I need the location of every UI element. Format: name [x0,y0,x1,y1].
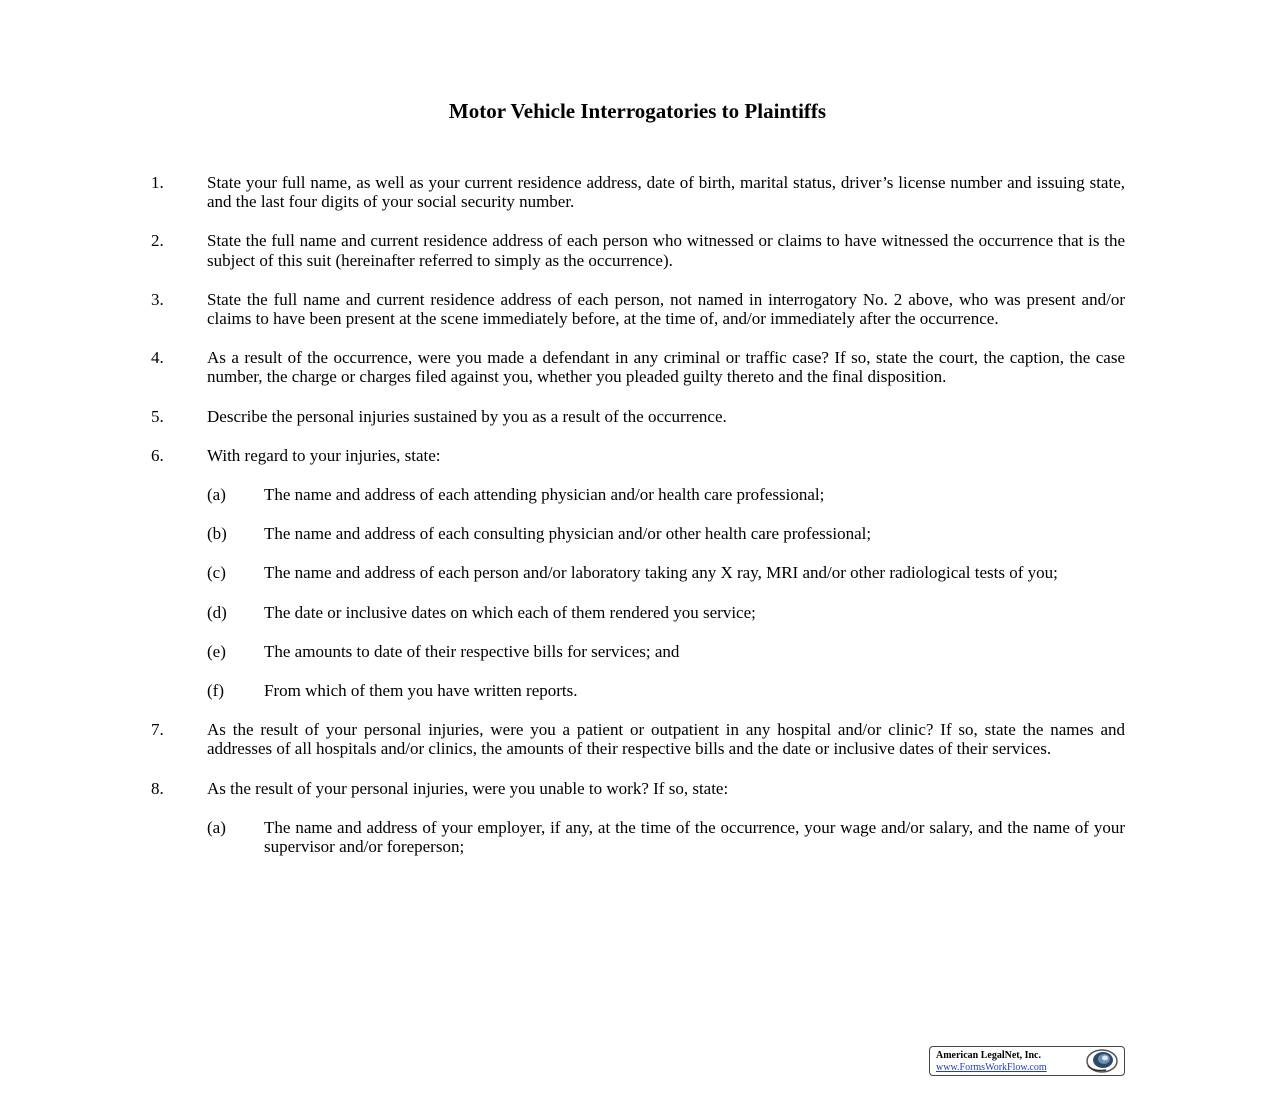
item-number: 4. [151,348,164,368]
sub-item-label: (e) [207,641,226,661]
sub-item-text: The name and address of each consulting physician and/or other health care professional; [264,524,872,544]
sub-item-text: The name and address of each attending physician and/or health care professional; [264,485,825,505]
footer-company: American LegalNet, Inc. [936,1050,1041,1061]
item-number: 8. [151,778,164,798]
document-title: Motor Vehicle Interrogatories to Plaintiffs [448,99,827,123]
sub-item-text: The name and address of each person and/or laboratory taking any X ray, MRI and/or other radiological tests of you; [264,563,1058,583]
interrogatory-item [0,407,1275,426]
sub-item-label: (c) [207,563,226,583]
sub-item-text: The amounts to date of their respective bills for services; and [264,641,680,661]
sub-item-text: The name and address of your employer, if any, at the time of the occurrence, your wage and/or salary, and the name of your supervisor and/or foreperson; [264,817,1125,857]
sub-item [0,563,1275,582]
sub-item-label: (d) [207,602,227,622]
item-number: 2. [151,231,164,251]
item-number: 7. [151,720,164,740]
sub-item-label: (b) [207,524,227,544]
interrogatory-item [0,779,1275,857]
interrogatory-item [0,290,1275,328]
item-text: State your full name, as well as your current residence address, date of birth, marital status, driver’s license number and issuing state, and the last four digits of your social security number. [207,173,1125,212]
item-text: State the full name and current residence address of each person who witnessed or claims to have witnessed the occurrence that is the subject of this suit (hereinafter referred to simply as the occurrence). [207,231,1125,270]
item-text: Describe the personal injuries sustained by you as a result of the occurrence. [207,406,727,426]
sub-item-label: (a) [207,817,226,837]
item-text: With regard to your injuries, state: [207,445,441,465]
sub-item [0,603,1275,622]
interrogatory-item [0,720,1275,758]
sub-item-text: The date or inclusive dates on which each of them rendered you service; [264,602,756,622]
interrogatory-item [0,446,1275,700]
item-text: State the full name and current residence address of each person, not named in interrogatory No. 2 above, who was present and/or claims to have been present at the scene immediately before, at the time of, and/or immediately after the occurrence. [207,289,1125,329]
footer-badge [929,1046,1125,1076]
item-number: 3. [151,289,164,309]
item-text: As a result of the occurrence, were you made a defendant in any criminal or traffic case? If so, state the court, the caption, the case number, the charge or charges filed against you, whether you pleaded guilty thereto and the final disposition. [207,348,1125,387]
sub-item [0,524,1275,543]
sub-item [0,818,1275,856]
item-number: 1. [151,173,164,192]
interrogatory-item [0,231,1275,269]
globe-swirl-icon [1084,1048,1120,1074]
sub-item [0,681,1275,700]
item-text: As the result of your personal injuries, were you unable to work? If so, state: [207,778,729,798]
interrogatory-item [0,173,1275,211]
footer-link[interactable]: www.FormsWorkFlow.com [936,1062,1047,1073]
sub-item-label: (a) [207,485,226,505]
sub-item-text: From which of them you have written reports. [264,681,578,701]
interrogatory-list [0,173,1275,876]
sub-item [0,642,1275,661]
sub-item [0,485,1275,504]
item-number: 6. [151,445,164,465]
sub-item-label: (f) [207,681,224,701]
interrogatory-item [0,348,1275,386]
item-number: 5. [151,406,164,426]
item-text: As the result of your personal injuries, were you a patient or outpatient in any hospital and/or clinic? If so, state the names and addresses of all hospitals and/or clinics, the amounts of their respective bills and the date or inclusive dates of their services. [207,720,1125,759]
